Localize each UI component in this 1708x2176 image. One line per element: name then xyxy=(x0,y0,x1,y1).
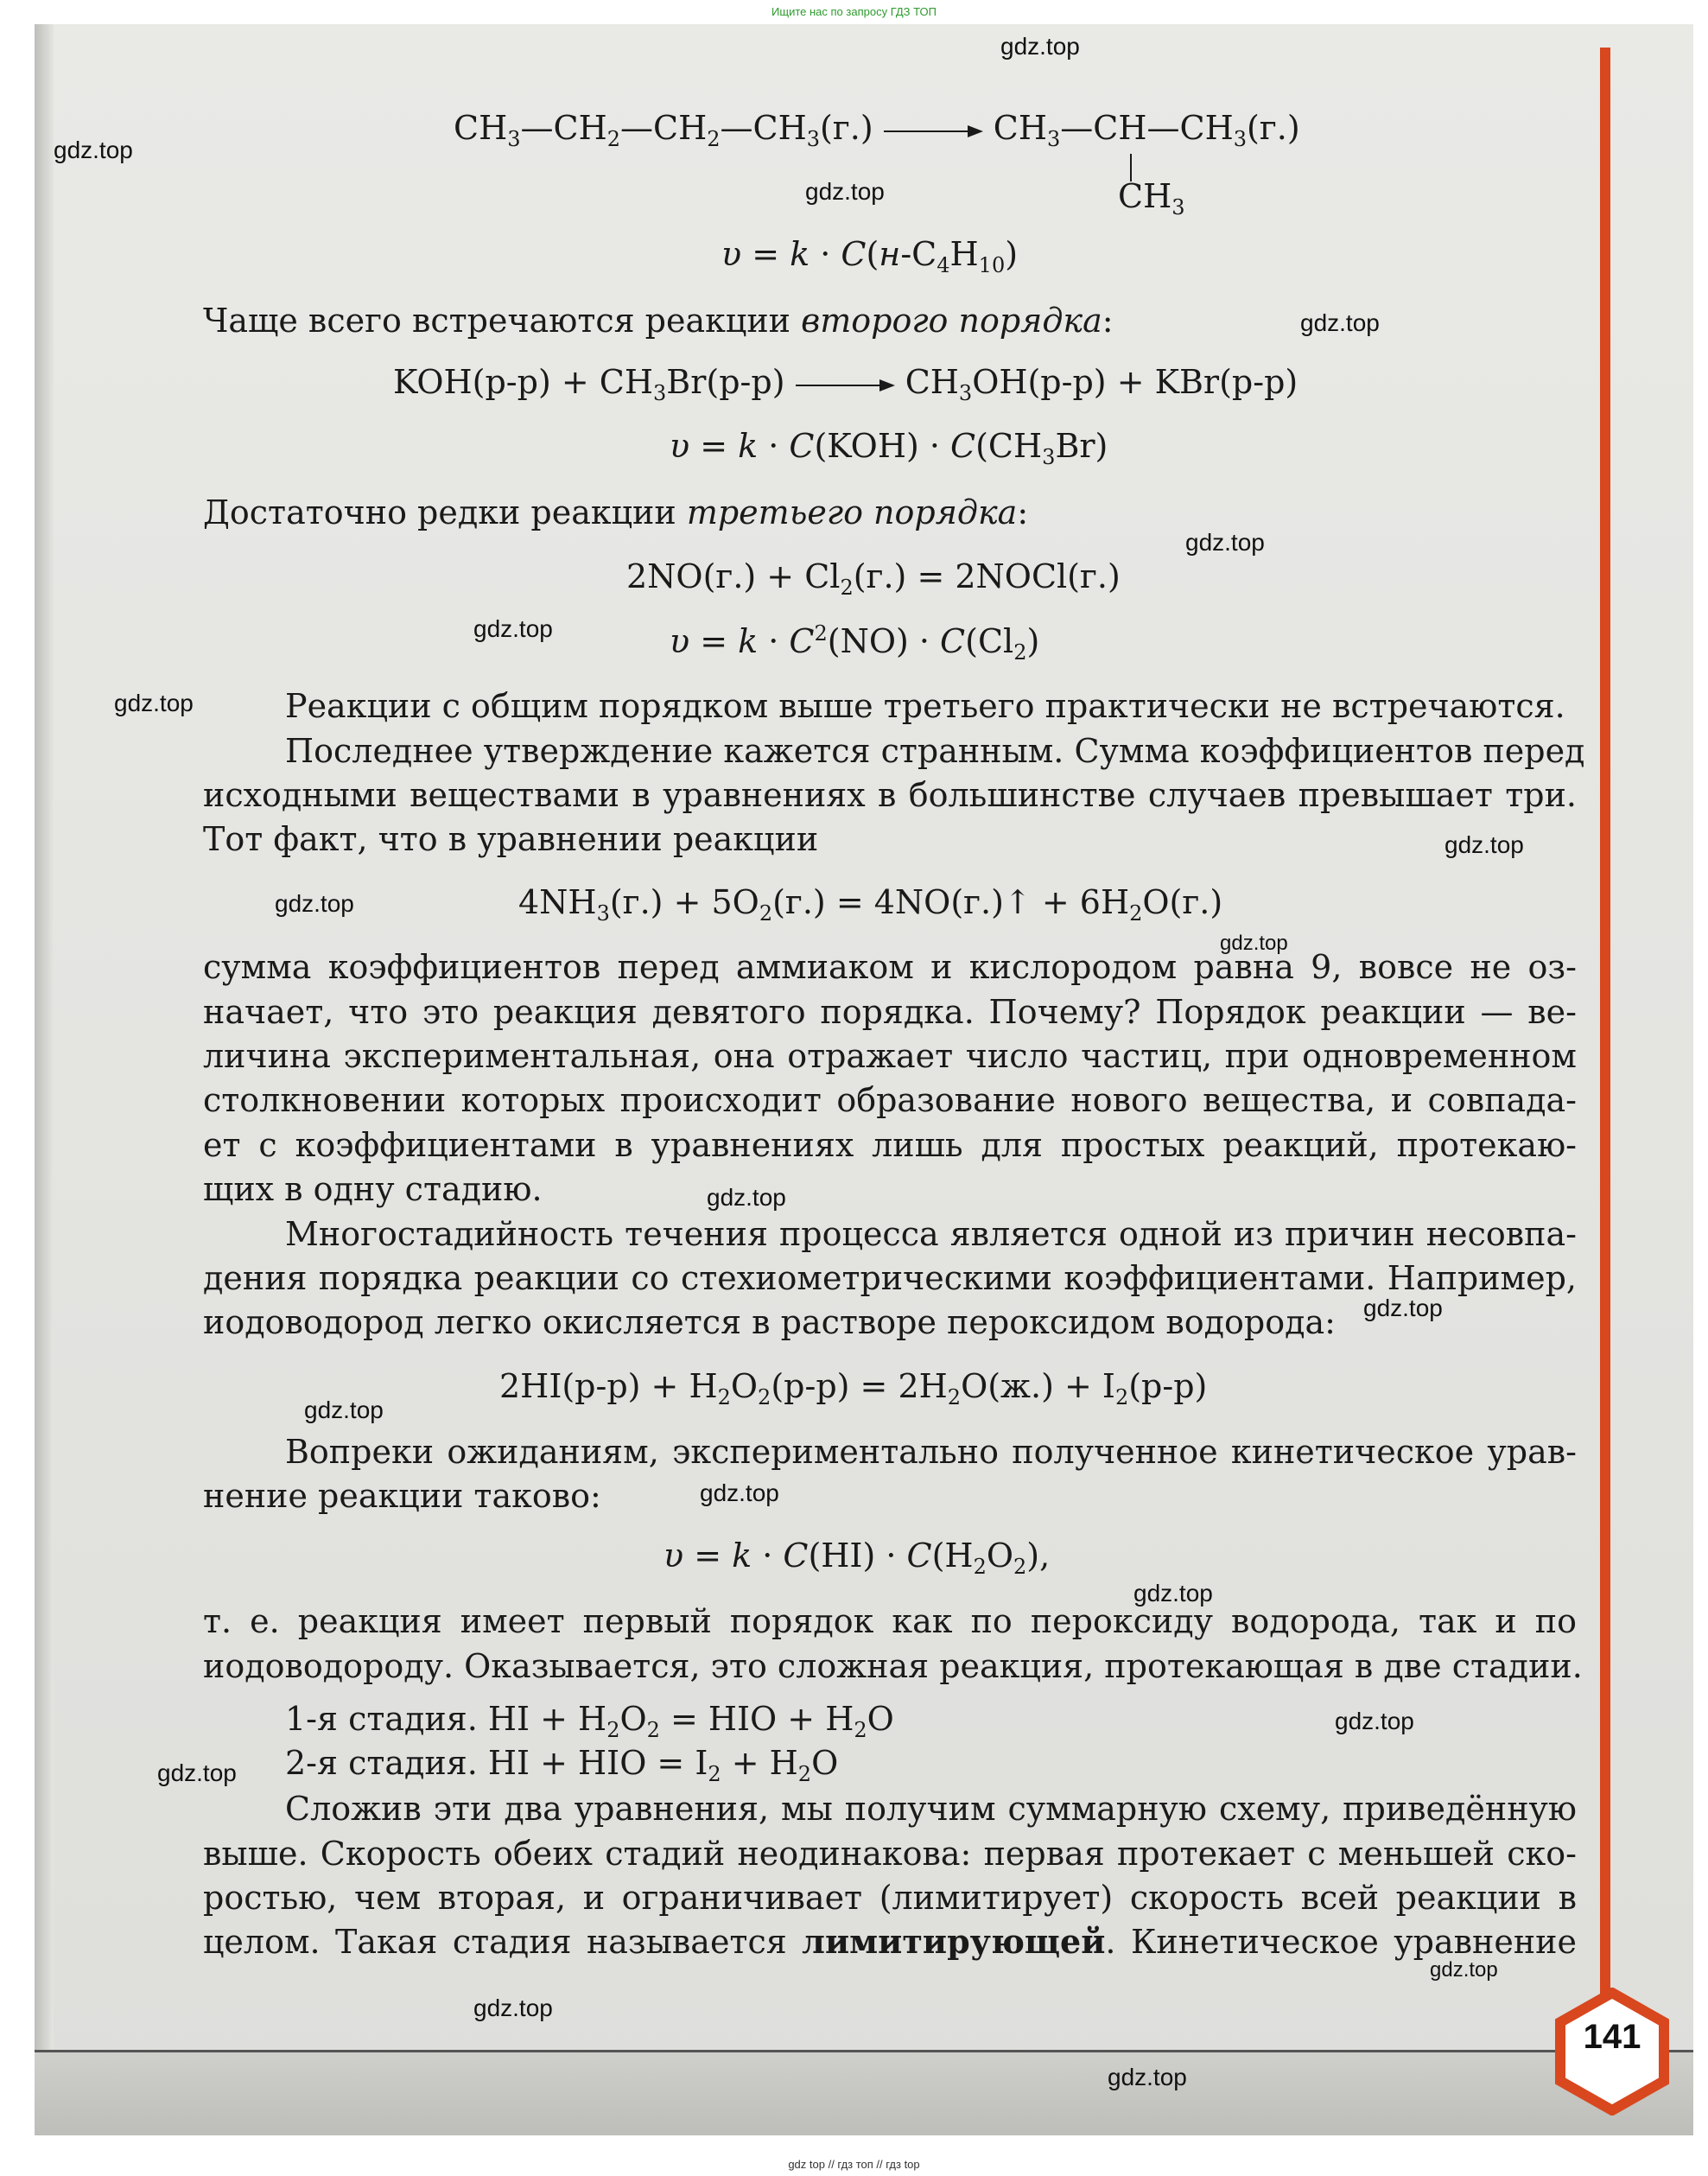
rate-equation-second-order: $\upsilon = k \cdot C(KOH) \cdot C(CH_3Br)$ xyxy=(670,427,1108,469)
stage-2-line: 2-я стадия. HI + HIO = $I_2 + H_2O$ xyxy=(285,1744,839,1786)
watermark: gdz.top xyxy=(707,1184,786,1211)
equation-ammonia-oxidation: $4NH_3(г.) + 5O_2(г.)$ = 4NO(г.)↑ + $6H_2O(г.)$ xyxy=(518,883,1223,926)
paragraph-line: Многостадийность течения процесса является одной из причин несовпа- xyxy=(285,1215,1577,1253)
paragraph-line: т. е. реакция имеет первый порядок как по пероксиду водорода, так и по xyxy=(203,1602,1577,1640)
text: целом. Такая стадия называется xyxy=(203,1923,787,1961)
watermark: gdz.top xyxy=(1444,831,1524,858)
watermark: gdz.top xyxy=(1000,33,1080,60)
page-margin-stripe xyxy=(1600,48,1610,2057)
paragraph-line: ет с коэффициентами в уравнениях лишь для простых реакций, протекаю- xyxy=(203,1126,1577,1164)
watermark: gdz.top xyxy=(1220,932,1288,955)
watermark: gdz.top xyxy=(1185,529,1265,556)
paragraph-line: Сложив эти два уравнения, мы получим суммарную схему, приведённую xyxy=(285,1790,1577,1828)
paragraph-line xyxy=(203,1922,1577,1962)
text: Чаще всего встречаются реакции xyxy=(203,302,791,340)
paragraph-line: Реакции с общим порядком выше третьего практически не встречаются. xyxy=(285,687,1565,725)
paragraph-line: щих в одну стадию. xyxy=(203,1170,543,1208)
text: : xyxy=(1017,493,1029,531)
paragraph-line: дения порядка реакции со стехиометрическими коэффициентами. Например, xyxy=(203,1259,1577,1297)
heading-second-order xyxy=(203,301,1114,340)
paragraph-line: выше. Скорость обеих стадий неодинакова: первая протекает с меньшей ско- xyxy=(203,1835,1577,1873)
watermark: gdz.top xyxy=(473,615,553,642)
stage-label: 2-я стадия. xyxy=(285,1744,478,1782)
watermark: gdz.top xyxy=(54,137,133,163)
top-banner: Ищите нас по запросу ГДЗ ТОП xyxy=(771,5,937,18)
watermark: gdz.top xyxy=(304,1397,384,1423)
paragraph-line: Тот факт, что в уравнении реакции xyxy=(203,820,819,858)
bottom-banner: gdz top // гдз топ // гдз top xyxy=(788,2158,920,2171)
paragraph-line: Вопреки ожиданиям, экспериментально полученное кинетическое урав- xyxy=(285,1433,1577,1471)
text: : xyxy=(1102,302,1114,340)
page-number: 141 xyxy=(1583,2018,1641,2056)
equation-isomerization: $CH_3—CH_2—CH_2—CH_3(г.)$ $CH_3—CH—CH_3(г.)$ xyxy=(454,109,1300,151)
equation-second-order: $KOH(р-р) + CH_3Br(р-р) CH_3OH(р-р) + KBr(р-р)$ xyxy=(393,363,1298,405)
watermark: gdz.top xyxy=(157,1759,237,1786)
term-third-order: третьего порядка xyxy=(686,493,1018,531)
watermark: gdz.top xyxy=(1363,1295,1443,1321)
paragraph-line: исходными веществами в уравнениях в большинстве случаев превышает три. xyxy=(203,776,1577,814)
branch-methyl: $CH_3$ xyxy=(1118,177,1185,220)
watermark: gdz.top xyxy=(1133,1580,1213,1607)
paragraph-line: столкновении которых происходит образование нового вещества, и совпада- xyxy=(203,1081,1577,1119)
paragraph-line: начает, что это реакция девятого порядка. Почему? Порядок реакции — ве- xyxy=(203,993,1577,1031)
stage-1-line: 1-я стадия. HI + $H_2O_2$ = HIO + $H_2O$ xyxy=(285,1700,894,1742)
rate-equation-hi: $\upsilon = k \cdot C(HI) \cdot C(H_2O_2)$, xyxy=(664,1537,1051,1579)
term-second-order: второго порядка xyxy=(801,302,1102,340)
watermark: gdz.top xyxy=(473,1995,553,2021)
term-limiting-stage: лимитирующей xyxy=(802,1922,1106,1961)
paragraph-line: ростью, чем вторая, и ограничивает (лимитирует) скорость всей реакции в xyxy=(203,1879,1577,1917)
watermark: gdz.top xyxy=(700,1479,779,1506)
watermark: gdz.top xyxy=(1335,1708,1414,1734)
rate-equation-first-order: $\upsilon = k \cdot C(н-C_4H_{10})$ xyxy=(721,235,1019,277)
paragraph-line: сумма коэффициентов перед аммиаком и кислородом равна 9, вовсе не оз- xyxy=(203,948,1577,986)
watermark: gdz.top xyxy=(275,890,354,917)
watermark: gdz.top xyxy=(1300,309,1380,336)
equation-third-order: $2NO(г.) + Cl_2(г.)$ = 2NOCl(г.) xyxy=(626,557,1121,600)
watermark: gdz.top xyxy=(1430,1958,1498,1982)
rate-equation-third-order: $\upsilon = k \cdot C^2(NO) \cdot C(Cl_2)$ xyxy=(670,621,1040,665)
paragraph-line: иодоводород легко окисляется в растворе пероксидом водорода: xyxy=(203,1303,1336,1341)
page-binding-edge xyxy=(35,24,54,2133)
equation-hi-oxidation: $2HI(р-р) + H_2O_2(р-р) = 2H_2O(ж.) + I_2(р-р)$ xyxy=(499,1367,1208,1409)
page-footer-band xyxy=(35,2050,1693,2135)
watermark: gdz.top xyxy=(805,178,885,205)
paragraph-line: нение реакции таково: xyxy=(203,1477,601,1515)
paragraph-line: личина экспериментальная, она отражает число частиц, при одновременном xyxy=(203,1037,1577,1075)
text: . Кинетическое уравнение xyxy=(1105,1923,1577,1961)
paragraph-line: Последнее утверждение кажется странным. Сумма коэффициентов перед xyxy=(285,732,1585,770)
paragraph-line: иодоводороду. Оказывается, это сложная реакция, протекающая в две стадии. xyxy=(203,1647,1583,1685)
heading-third-order xyxy=(203,493,1028,532)
stage-label: 1-я стадия. xyxy=(285,1700,478,1738)
text: Достаточно редки реакции xyxy=(203,493,676,531)
watermark: gdz.top xyxy=(1108,2064,1187,2090)
watermark: gdz.top xyxy=(114,690,194,716)
